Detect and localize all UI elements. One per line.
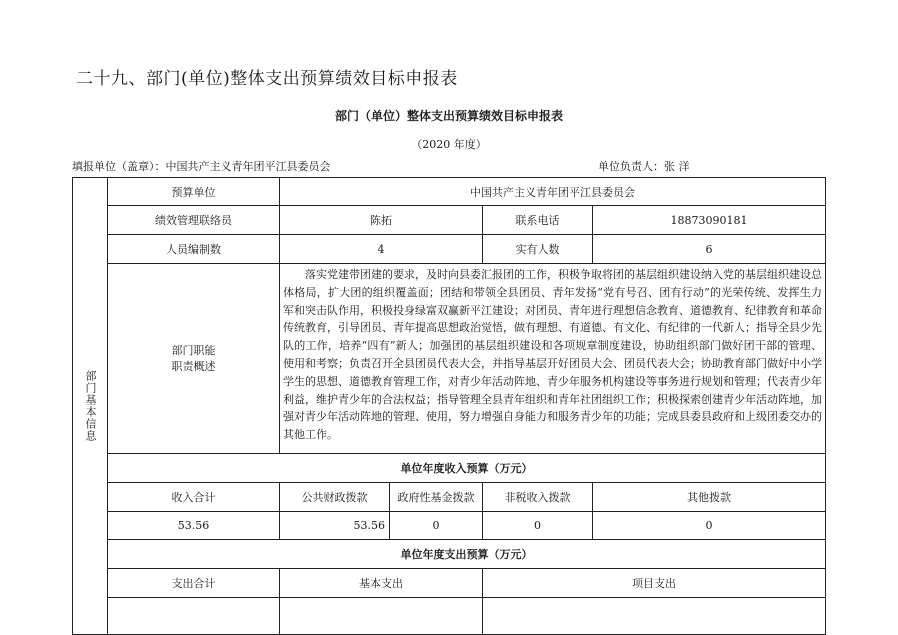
expense-col-project: 项目支出	[482, 568, 826, 597]
expense-col-basic: 基本支出	[279, 568, 482, 597]
section-label: 部门基本信息	[84, 370, 97, 442]
actual-staff-value: 6	[592, 234, 826, 263]
contact-label: 绩效管理联络员	[107, 205, 279, 234]
phone-label: 联系电话	[482, 205, 592, 234]
duty-label-cell	[107, 263, 279, 453]
actual-staff-label: 实有人数	[482, 234, 592, 263]
expense-value-basic	[279, 597, 482, 635]
duty-label-line1: 部门职能	[171, 343, 216, 357]
page-heading: 二十九、部门(单位)整体支出预算绩效目标申报表	[76, 69, 458, 89]
income-col-public-finance: 公共财政拨款	[279, 482, 389, 511]
income-value-public-finance: 53.56	[279, 511, 389, 539]
form-year: （2020 年度）	[411, 138, 487, 151]
unit-head-line: 单位负责人：张 洋	[598, 160, 690, 173]
fill-unit-line: 填报单位（盖章）：中国共产主义青年团平江县委员会	[72, 160, 331, 173]
expense-col-total: 支出合计	[107, 568, 279, 597]
phone-value: 18873090181	[592, 205, 826, 234]
income-header: 单位年度收入预算（万元）	[107, 453, 826, 482]
section-label-cell	[72, 177, 107, 635]
form-title: 部门（单位）整体支出预算绩效目标申报表	[334, 109, 563, 123]
duty-label-line2: 职责概述	[171, 359, 216, 373]
expense-value-total	[107, 597, 279, 635]
duty-description: 落实党建带团建的要求，及时向县委汇报团的工作，积极争取将团的基层组织建设纳入党的基层组织建设总体格局，扩大团的组织覆盖面；团结和带领全县团员、青年发扬“党有号召、团有行动”的光荣传统、发挥生力军和突击队作用，积极投身绿富双赢新平江建设；对团员、青年进行理想信念教育、道德教育、纪律教育和革命传统教育，引导团员、青年提高思想政治觉悟，做有理想、有道德、有文化、有纪律的一代新人；指导全县少先队的工作，培养“四有”新人；加强团的基层组织建设和各项规章制度建设，协助组织部门做好团干部的管理、使用和考察；负责召开全县团员代表大会，并指导基层开好团员大会、团员代表大会；协助教育部门做好中小学学生的思想、道德教育管理工作，对青少年活动阵地、青少年服务机构建设等事务进行规划和管理；代表青少年利益，维护青少年的合法权益；指导管理全县青年组织和青年社团组织工作；积极探索创建青少年活动阵地，加强对青少年活动阵地的管理、使用，努力增强自身能力和服务青少年的功能；完成县委县政府和上级团委交办的其他工作。	[279, 263, 826, 453]
staff-quota-value: 4	[279, 234, 482, 263]
income-col-gov-fund: 政府性基金拨款	[389, 482, 482, 511]
income-col-other: 其他拨款	[592, 482, 826, 511]
budget-unit-label: 预算单位	[107, 177, 279, 205]
contact-value: 陈拓	[279, 205, 482, 234]
income-value-non-tax: 0	[482, 511, 592, 539]
expense-header: 单位年度支出预算（万元）	[107, 539, 826, 568]
income-value-total: 53.56	[107, 511, 279, 539]
income-value-other: 0	[592, 511, 826, 539]
performance-table	[72, 177, 826, 635]
budget-unit-value: 中国共产主义青年团平江县委员会	[279, 177, 826, 205]
income-value-gov-fund: 0	[389, 511, 482, 539]
income-col-total: 收入合计	[107, 482, 279, 511]
expense-value-project	[482, 597, 826, 635]
income-col-non-tax: 非税收入拨款	[482, 482, 592, 511]
staff-quota-label: 人员编制数	[107, 234, 279, 263]
